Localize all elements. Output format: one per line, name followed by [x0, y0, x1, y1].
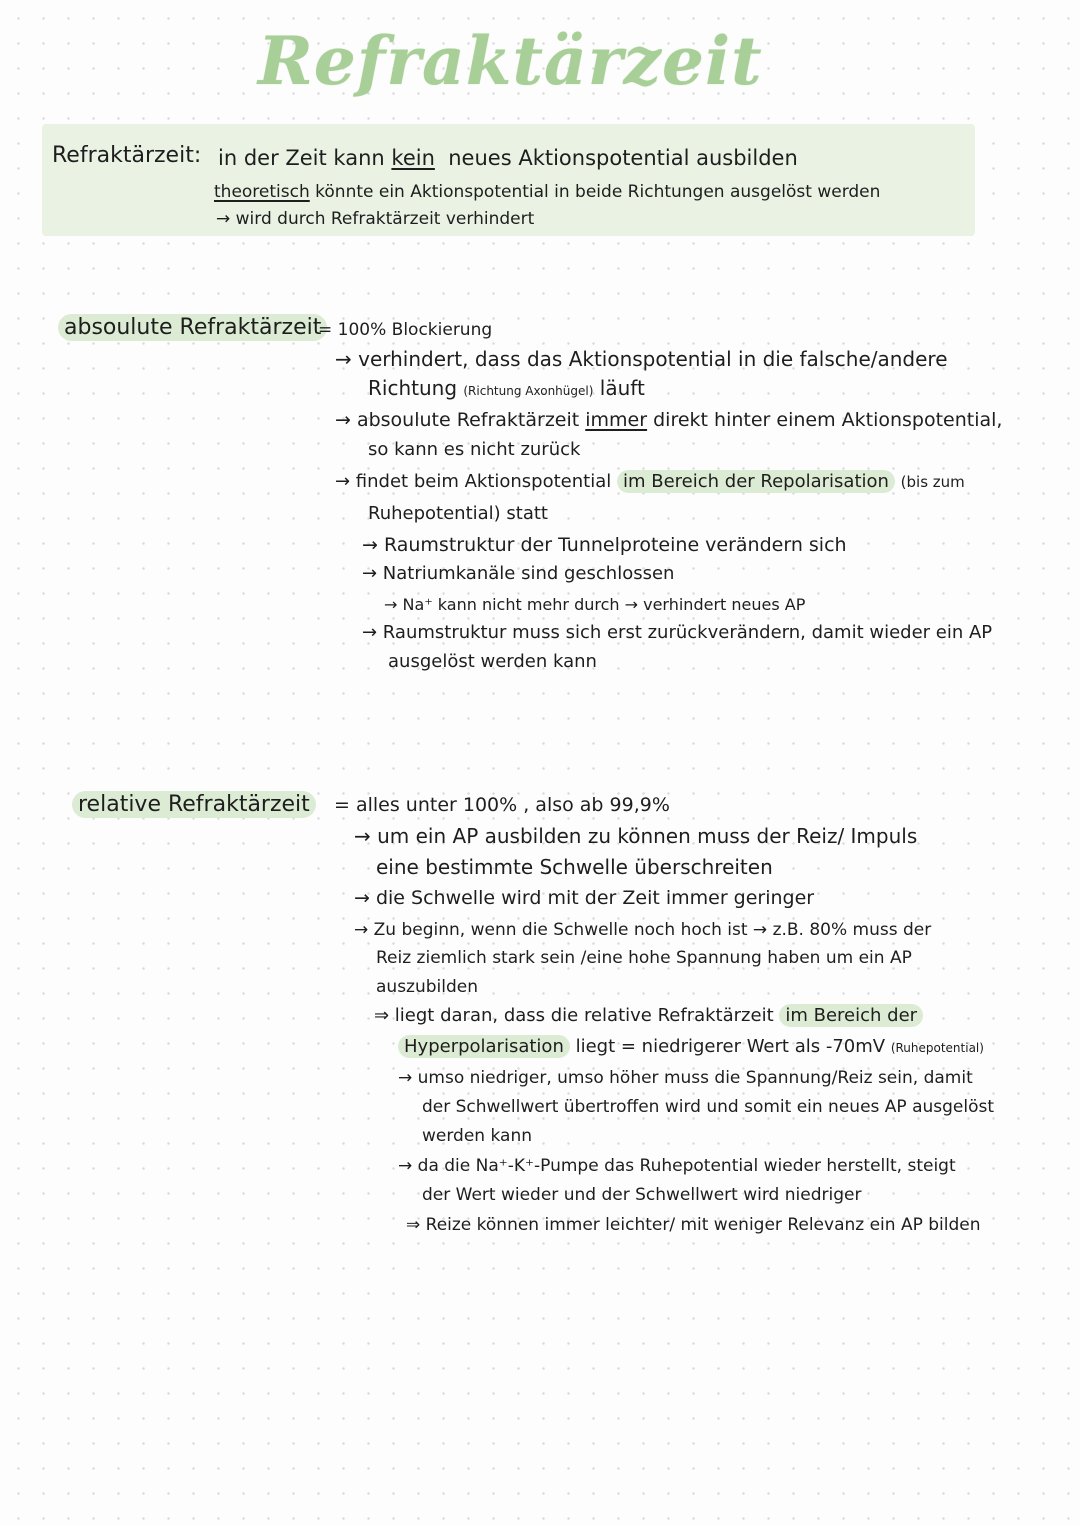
- relative-line-4: → Zu beginn, wenn die Schwelle noch hoch ist → z.B. 80% muss der: [354, 920, 932, 940]
- absolute-repolarisation-highlight: im Bereich der Repolarisation: [617, 470, 895, 493]
- relative-eq: = alles unter 100% , also ab 99,9%: [334, 794, 670, 816]
- relative-line-10: der Schwellwert übertroffen wird und somit ein neues AP ausgelöst: [422, 1097, 995, 1117]
- absolute-line-4: so kann es nicht zurück: [368, 439, 581, 460]
- absolute-text: Richtung: [368, 376, 458, 400]
- definition-kein: kein: [391, 146, 435, 170]
- relative-line-3: → die Schwelle wird mit der Zeit immer geringer: [354, 887, 815, 909]
- relative-line-2: eine bestimmte Schwelle überschreiten: [376, 855, 773, 879]
- definition-text: in der Zeit kann: [218, 146, 385, 170]
- absolute-text: (bis zum: [900, 473, 965, 491]
- relative-line-12: → da die Na⁺-K⁺-Pumpe das Ruhepotential wieder herstellt, steigt: [398, 1156, 956, 1176]
- absolute-line-3: [335, 408, 1002, 432]
- relative-term-label: relative Refraktärzeit: [72, 791, 316, 818]
- definition-text: neues Aktionspotential ausbilden: [448, 146, 798, 170]
- relative-line-13: der Wert wieder und der Schwellwert wird niedriger: [422, 1185, 862, 1205]
- definition-line-3: → wird durch Refraktärzeit verhindert: [216, 209, 535, 229]
- absolute-line-2: [368, 376, 645, 403]
- absolute-text: direkt hinter einem Aktionspotential,: [653, 409, 1003, 431]
- absolute-term-label: absoulute Refraktärzeit: [58, 314, 327, 341]
- relative-text: liegt = niedrigerer Wert als -70mV: [575, 1036, 886, 1057]
- absolute-eq: = 100% Blockierung: [318, 320, 493, 340]
- definition-line-1: [218, 146, 798, 170]
- relative-text: ⇒ liegt daran, dass die relative Refraktärzeit: [374, 1005, 774, 1026]
- relative-line-5: Reiz ziemlich stark sein /eine hohe Spannung haben um ein AP: [376, 948, 912, 968]
- absolute-line-7: → Raumstruktur der Tunnelproteine verändern sich: [362, 534, 847, 556]
- absolute-term: [58, 316, 327, 340]
- relative-hyperpolarisation-highlight: Hyperpolarisation: [398, 1035, 570, 1058]
- definition-line-2: [214, 180, 880, 204]
- relative-line-7: [374, 1004, 923, 1028]
- relative-bereich-highlight: im Bereich der: [779, 1004, 923, 1027]
- definition-theoretisch: theoretisch: [214, 182, 310, 202]
- absolute-small-note: (Richtung Axonhügel): [463, 384, 594, 398]
- relative-small-note: (Ruhepotential): [890, 1041, 984, 1055]
- absolute-line-10: → Raumstruktur muss sich erst zurückverändern, damit wieder ein AP: [362, 622, 993, 643]
- relative-line-6: auszubilden: [376, 977, 479, 997]
- absolute-line-11: ausgelöst werden kann: [388, 651, 597, 672]
- absolute-text: läuft: [599, 376, 645, 400]
- absolute-line-8: → Natriumkanäle sind geschlossen: [362, 563, 675, 584]
- relative-term: [72, 793, 316, 817]
- relative-line-11: werden kann: [422, 1126, 532, 1146]
- absolute-text: → absoulute Refraktärzeit: [335, 409, 580, 431]
- relative-line-8: [398, 1035, 984, 1060]
- relative-line-14: ⇒ Reize können immer leichter/ mit weniger Relevanz ein AP bilden: [406, 1215, 981, 1235]
- absolute-line-5: [335, 470, 965, 494]
- absolute-text: → findet beim Aktionspotential: [335, 471, 612, 492]
- absolute-line-6: Ruhepotential) statt: [368, 503, 548, 524]
- page-title: Refraktärzeit: [258, 22, 763, 100]
- absolute-line-1: → verhindert, dass das Aktionspotential in die falsche/andere: [335, 347, 948, 371]
- absolute-immer: immer: [585, 409, 648, 431]
- definition-term: Refraktärzeit:: [52, 143, 202, 168]
- relative-line-9: → umso niedriger, umso höher muss die Spannung/Reiz sein, damit: [398, 1068, 973, 1088]
- absolute-line-9: → Na⁺ kann nicht mehr durch → verhindert neues AP: [384, 595, 806, 614]
- relative-line-1: → um ein AP ausbilden zu können muss der Reiz/ Impuls: [354, 824, 918, 848]
- definition-text: könnte ein Aktionspotential in beide Richtungen ausgelöst werden: [315, 182, 881, 202]
